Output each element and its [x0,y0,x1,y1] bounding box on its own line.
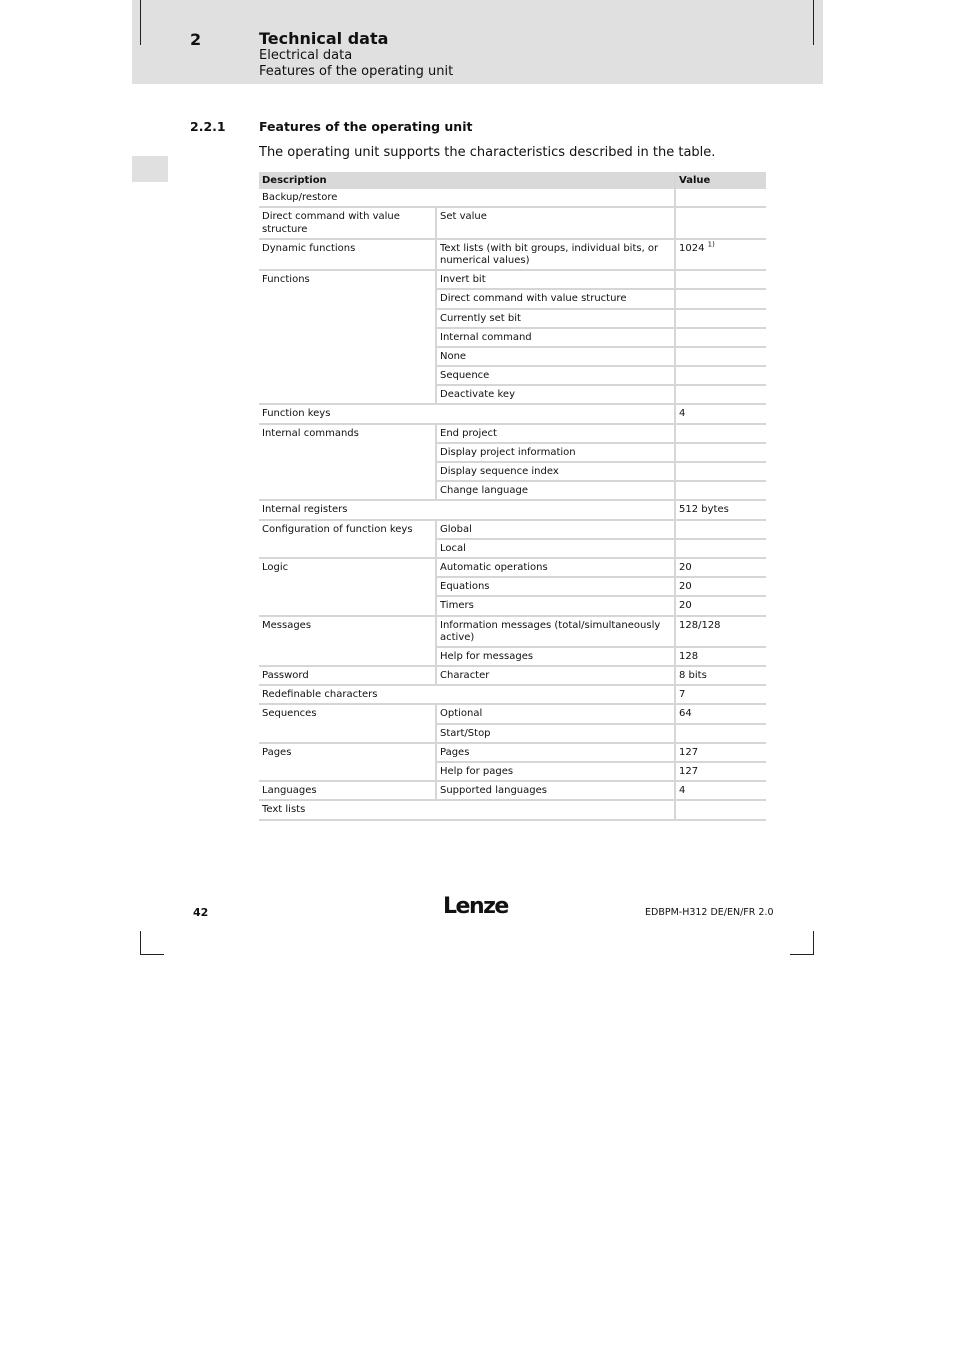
cell-value [675,189,766,207]
cell-value [675,239,766,270]
cell-value-text: 8 bits [679,670,707,682]
cell-subitem: End project [436,424,675,443]
features-table [259,172,766,821]
cell-value [675,539,766,558]
cell-description: Direct command with value structure [259,207,436,238]
cell-subitem: Supported languages [436,781,675,800]
cell-value [675,724,766,743]
cell-description: Languages [259,781,436,800]
crop-mark [790,954,814,955]
cell-subitem: Automatic operations [436,558,675,577]
cell-value [675,558,766,577]
cell-subitem: Display project information [436,443,675,462]
cell-value [675,685,766,704]
cell-description: Dynamic functions [259,239,436,270]
cell-value-text: 4 [679,785,686,797]
cell-value [675,520,766,539]
table-row [259,800,766,819]
cell-value [675,309,766,328]
cell-subitem: Display sequence index [436,462,675,481]
side-tab-marker [132,156,168,182]
cell-value-text: 20 [679,581,692,593]
cell-description: Redefinable characters [259,685,675,704]
cell-description: Messages [259,616,436,667]
cell-value [675,289,766,308]
cell-value-text: 20 [679,561,692,573]
cell-value [675,500,766,519]
cell-value [675,424,766,443]
table-row [259,685,766,704]
crop-mark [813,0,814,45]
lenze-logo: Lenze [443,894,508,919]
cell-subitem: Local [436,539,675,558]
cell-value-text: 127 [679,746,699,758]
intro-paragraph: The operating unit supports the characteristics described in the table. [259,145,716,160]
cell-value [675,366,766,385]
cell-value [675,347,766,366]
table-row [259,743,766,762]
table-row [259,558,766,577]
cell-subitem: None [436,347,675,366]
cell-value [675,385,766,404]
table-row [259,616,766,647]
cell-value-text: 4 [679,408,686,420]
document-reference: EDBPM-H312 DE/EN/FR 2.0 [645,907,774,918]
cell-description: Backup/restore [259,189,675,207]
cell-value-text: 512 bytes [679,504,729,516]
cell-subitem: Information messages (total/simultaneously active) [436,616,675,647]
cell-subitem: Optional [436,704,675,723]
header-subtitle: Features of the operating unit [259,64,454,79]
table-row [259,424,766,443]
cell-subitem: Set value [436,207,675,238]
cell-value-text: 127 [679,766,699,777]
cell-subitem: Help for messages [436,647,675,666]
cell-description: Text lists [259,800,675,819]
cell-value [675,616,766,647]
cell-description: Internal commands [259,424,436,501]
cell-subitem: Timers [436,596,675,615]
table-row [259,781,766,800]
cell-value [675,596,766,615]
cell-value-text: 128/128 [679,619,721,631]
crop-mark [813,931,814,955]
cell-value [675,270,766,289]
cell-subitem: Invert bit [436,270,675,289]
chapter-title: Technical data [259,29,389,48]
table-row [259,239,766,270]
cell-value [675,207,766,238]
cell-value-text: 20 [679,600,692,612]
cell-subitem: Change language [436,481,675,500]
section-title: Features of the operating unit [259,119,473,134]
cell-value-text: 64 [679,708,692,720]
cell-value-text: 7 [679,689,686,701]
cell-description: Pages [259,743,436,781]
section-number: 2.2.1 [190,119,226,134]
cell-subitem: Start/Stop [436,724,675,743]
cell-value [675,481,766,500]
cell-description: Internal registers [259,500,675,519]
cell-subitem: Global [436,520,675,539]
cell-description: Configuration of function keys [259,520,436,558]
cell-subitem: Equations [436,577,675,596]
table-row [259,207,766,238]
header-band [132,0,823,84]
cell-subitem: Text lists (with bit groups, individual bits, or numerical values) [436,239,675,270]
cell-value [675,647,766,666]
table-row [259,270,766,289]
table-row [259,704,766,723]
cell-value [675,762,766,781]
cell-subitem: Sequence [436,366,675,385]
table-row [259,404,766,423]
cell-subitem: Help for pages [436,762,675,781]
cell-description: Function keys [259,404,675,423]
cell-value [675,443,766,462]
table-row [259,500,766,519]
table-row [259,666,766,685]
cell-description: Password [259,666,436,685]
cell-subitem: Deactivate key [436,385,675,404]
page-number: 42 [193,906,209,919]
cell-subitem: Pages [436,743,675,762]
chapter-number: 2 [190,30,202,49]
cell-value [675,704,766,723]
cell-value-text: 1024 [679,242,705,254]
cell-value [675,743,766,762]
cell-description: Functions [259,270,436,404]
cell-description: Logic [259,558,436,616]
cell-value [675,404,766,423]
cell-value [675,577,766,596]
cell-value-text: 128 [679,650,699,662]
table-header-row [259,172,766,189]
cell-subitem: Currently set bit [436,309,675,328]
cell-subitem: Direct command with value structure [436,289,675,308]
cell-description: Sequences [259,704,436,742]
footnote-marker: 1) [707,240,715,249]
table-row [259,189,766,207]
crop-mark [140,954,164,955]
cell-value [675,781,766,800]
cell-value [675,800,766,819]
header-value: Value [675,172,766,189]
cell-value [675,462,766,481]
cell-subitem: Character [436,666,675,685]
header-subtitle: Electrical data [259,48,353,63]
cell-value [675,666,766,685]
crop-mark [140,931,141,955]
table-row [259,520,766,539]
header-description: Description [259,172,675,189]
cell-value [675,328,766,347]
cell-subitem: Internal command [436,328,675,347]
crop-mark [140,0,141,45]
